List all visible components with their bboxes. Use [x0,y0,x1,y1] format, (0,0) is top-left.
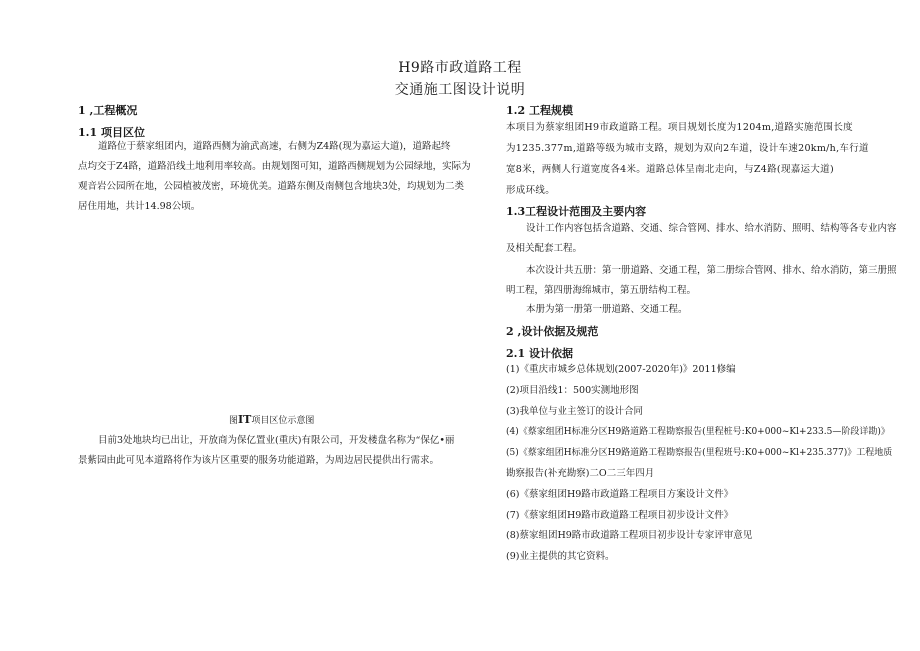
list-item: (7)《蔡家组团H9路市政道路工程项目初步设计文件》 [506,509,734,521]
developer-paragraph [78,431,478,471]
section-1-heading: 1 ,工程概况 [78,104,138,117]
section-1-1-heading: 1.1 项目区位 [78,126,145,139]
paragraph-line: 点均交于Z4路，道路沿线土地利用率较高。由规划图可知，道路西侧规划为公园绿地，实际为 [78,161,471,172]
list-item: (8)蔡家组团H9路市政道路工程项目初步设计专家评审意见 [506,530,753,542]
list-item: (9)业主提供的其它资料。 [506,551,615,563]
figure-caption-prefix: 图 [229,416,239,426]
list-item: (1)《重庆市城乡总体规划(2007-2020年)》2011修编 [506,364,736,375]
list-item: 勘察报告(补充勘察)二O二三年四月 [506,467,655,479]
design-scope-paragraph-2 [506,261,901,301]
paragraph-line: 本项目为蔡家组团H9市政道路工程。项目规划长度为1204m,道路实施范围长度 [506,122,853,133]
design-scope-paragraph-1 [506,219,901,259]
list-item: (6)《蔡家组团H9路市政道路工程项目方案设计文件》 [506,488,734,500]
design-basis-list [506,360,906,568]
section-1-2-heading: 1.2 工程规模 [506,104,573,117]
paragraph-line: 为1235.377m,道路等级为城市支路，规划为双向2车道，设计车速20km/h,车行道 [506,143,869,154]
section-2-heading: 2 ,设计依据及规范 [506,325,599,338]
doc-title-line2: 交通施工图设计说明 [394,82,526,98]
paragraph-line: 明工程，第四册海绵城市，第五册结构工程。 [506,285,697,296]
paragraph-line: 观音岩公园所在地，公园植被茂密，环境优美。道路东侧及南侧包含地块3处，均规划为二类 [78,181,465,192]
list-item: (2)项目沿线1：500实测地形图 [506,384,639,396]
design-scope-paragraph-3: 本册为第一册第一册道路、交通工程。 [526,304,688,315]
list-item: (4)《蔡家组团H标准分区H9路道路工程勘察报告(里程桩号:K0+000~Kl+233.5—阶段详勘)》 [506,427,890,438]
paragraph-line: 目前3处地块均已出让，开放商为保亿置业(重庆)有限公司，开发楼盘名称为“保亿•丽 [98,435,455,446]
paragraph-line: 居住用地，共计14.98公顷。 [78,201,201,212]
paragraph-line: 宽8米，两侧人行道宽度各4米。道路总体呈南北走向，与Z4路(现嘉运大道) [506,164,834,175]
paragraph-line: 形成环线。 [506,185,556,196]
list-item: (3)我单位与业主签订的设计合同 [506,405,643,417]
list-item: (5)《蔡家组团H标准分区H9路道路工程勘察报告(里程班号:K0+000~Kl+235.377)》工程地质 [506,448,893,459]
figure-caption-text: 项目区位示意图 [251,416,315,426]
paragraph-line: 道路位于蔡家组团内，道路西侧为渝武高速，右侧为Z4路(现为嘉运大道)，道路起终 [98,141,451,152]
paragraph-line: 设计工作内容包括含道路、交通、综合管网、排水、给水消防、照明、结构等各专业内容 [526,223,897,234]
figure-caption [229,413,314,426]
doc-title-line1: H9路市政道路工程 [398,60,522,76]
paragraph-line: 及相关配套工程。 [506,243,583,254]
project-location-paragraph [78,137,478,217]
project-scale-paragraph [506,117,901,201]
section-2-1-heading: 2.1 设计依据 [506,347,573,360]
paragraph-line: 本次设计共五册：第一册道路、交通工程，第二册综合管网、排水、给水消防，第三册照 [526,265,897,276]
section-1-3-heading: 1.3工程设计范围及主要内容 [506,205,647,218]
paragraph-line: 景紫园由此可见本道路将作为该片区重要的服务功能道路，为周边居民提供出行需求。 [78,455,440,466]
figure-caption-number: IT [238,413,252,426]
